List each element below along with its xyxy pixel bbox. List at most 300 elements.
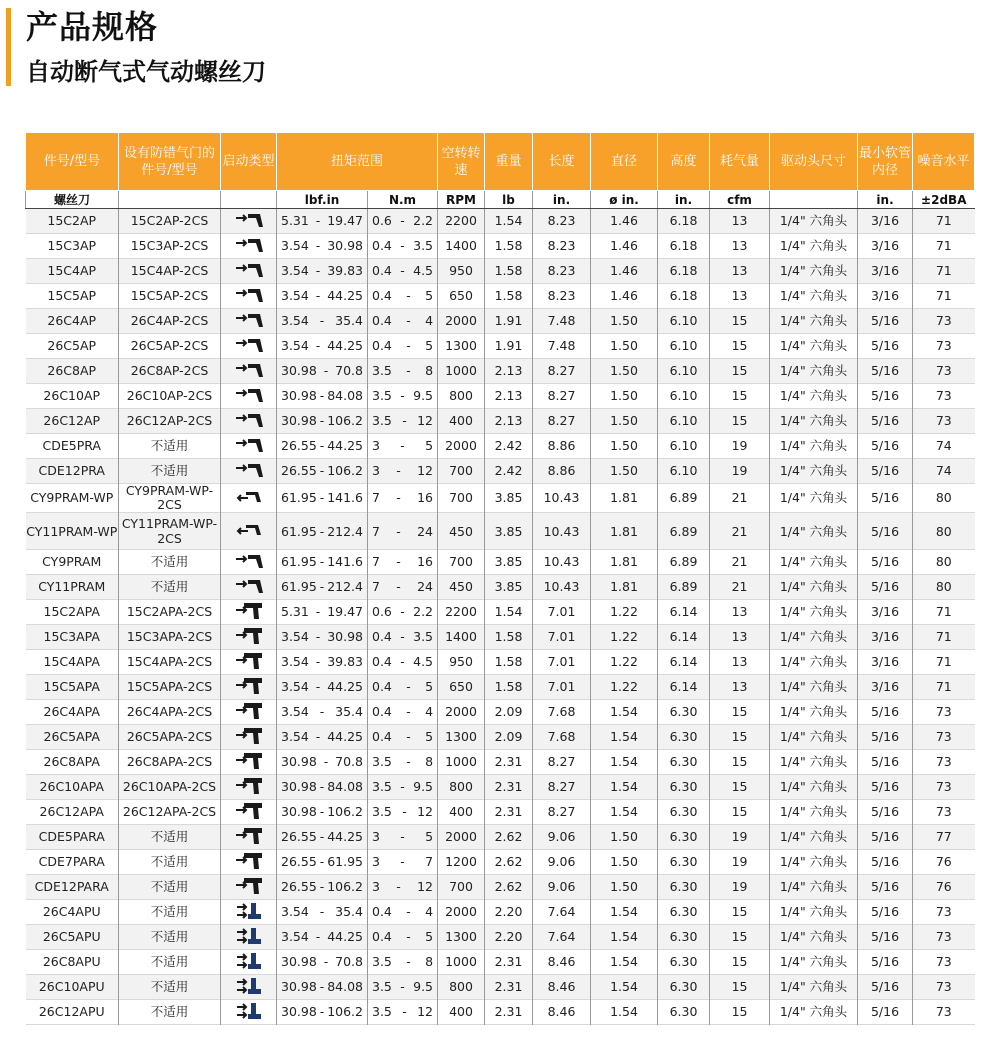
table-row [26,775,975,800]
range-dash: - [319,490,325,505]
range-dash: - [406,338,411,353]
range-dash: - [400,388,405,403]
table-row [26,750,975,775]
range-dash: - [400,829,405,844]
torque-lbfin-min: 3.54 [281,629,309,644]
torque-nm-max: 9.5 [413,979,434,994]
torque-lbfin-max: 141.6 [327,554,363,569]
range-dash: - [315,929,321,944]
hose-id-cell: 3/16 [858,650,913,675]
diameter-cell: 1.50 [591,825,658,850]
range-dash: - [400,238,405,253]
torque-lbfin-max: 19.47 [327,213,363,228]
accent-bar [6,8,11,86]
noise-cell: 73 [913,775,975,800]
torque-lbfin-min: 26.55 [281,829,317,844]
start-type-cell [221,234,277,259]
diameter-cell: 1.50 [591,875,658,900]
header-diameter: 直径 [591,133,658,191]
torque-lbfin-min: 3.54 [281,729,309,744]
torque-lbfin-cell [277,209,368,234]
range-dash: - [400,213,405,228]
drive-size-cell: 1/4" 六角头 [770,434,858,459]
cfm-cell: 13 [710,675,770,700]
torque-lbfin-max: 106.2 [327,1004,363,1019]
hose-id-cell: 5/16 [858,575,913,600]
weight-cell: 2.13 [485,409,533,434]
start-type-cell [221,513,277,550]
error-proof-model-cell: 15C3APA-2CS [119,625,221,650]
lever-start-icon [234,553,264,572]
noise-cell: 77 [913,825,975,850]
weight-cell: 2.62 [485,825,533,850]
noise-cell: 73 [913,975,975,1000]
start-type-cell [221,925,277,950]
height-cell: 6.14 [658,650,710,675]
range-dash: - [396,523,401,539]
torque-nm-min: 3.5 [372,1004,392,1019]
cfm-cell: 13 [710,650,770,675]
torque-lbfin-max: 44.25 [327,729,363,744]
rpm-cell: 2200 [438,209,485,234]
torque-lbfin-cell [277,575,368,600]
cfm-cell: 13 [710,209,770,234]
length-cell: 8.27 [533,384,591,409]
drive-size-cell: 1/4" 六角头 [770,334,858,359]
error-proof-model-cell: CY11PRAM-WP-2CS [119,513,221,550]
noise-cell: 71 [913,209,975,234]
start-type-cell [221,284,277,309]
drive-size-cell: 1/4" 六角头 [770,650,858,675]
torque-nm-max: 4 [425,313,434,328]
weight-cell: 2.31 [485,975,533,1000]
length-cell: 8.23 [533,234,591,259]
torque-nm-cell [368,209,438,234]
range-dash: - [315,629,321,644]
diameter-cell: 1.50 [591,459,658,484]
torque-lbfin-min: 3.54 [281,313,309,328]
torque-nm-min: 3.5 [372,804,392,819]
height-cell: 6.18 [658,259,710,284]
error-proof-model-cell: 不适用 [119,1000,221,1025]
length-cell: 7.01 [533,625,591,650]
torque-lbfin-cell [277,459,368,484]
start-type-cell [221,850,277,875]
table-row [26,925,975,950]
torque-nm-min: 7 [372,579,380,594]
length-cell: 7.01 [533,600,591,625]
torque-nm-cell [368,900,438,925]
length-cell: 8.23 [533,259,591,284]
start-type-cell [221,550,277,575]
torque-nm-max: 5 [425,288,434,303]
range-dash: - [315,288,321,303]
range-dash: - [406,704,411,719]
start-type-cell [221,625,277,650]
hose-id-cell: 3/16 [858,234,913,259]
model-cell: CY11PRAM [26,575,119,600]
model-cell: 15C4APA [43,654,100,669]
noise-cell: 80 [913,550,975,575]
torque-nm-cell [368,309,438,334]
noise-cell: 71 [913,650,975,675]
torque-nm-cell [368,284,438,309]
height-cell: 6.14 [658,675,710,700]
torque-nm-max: 9.5 [413,779,434,794]
torque-nm-min: 0.4 [372,654,392,669]
error-proof-model-cell: 26C5AP-2CS [119,334,221,359]
cfm-cell: 13 [710,284,770,309]
weight-cell: 1.91 [485,309,533,334]
torque-nm-cell [368,775,438,800]
error-proof-model-cell: 26C4AP-2CS [119,309,221,334]
noise-cell: 71 [913,234,975,259]
cfm-cell: 15 [710,950,770,975]
torque-lbfin-min: 30.98 [281,754,317,769]
torque-lbfin-min: 26.55 [281,463,317,478]
torque-lbfin-max: 44.25 [327,679,363,694]
length-cell: 7.01 [533,650,591,675]
torque-nm-cell [368,513,438,550]
hose-id-cell: 5/16 [858,825,913,850]
cfm-cell: 13 [710,600,770,625]
weight-cell: 2.62 [485,875,533,900]
error-proof-model-cell: 不适用 [119,550,221,575]
error-proof-model-cell: 26C8APA-2CS [119,750,221,775]
torque-lbfin-max: 35.4 [335,313,363,328]
drive-size-cell: 1/4" 六角头 [770,384,858,409]
torque-nm-max: 5 [425,829,434,844]
length-cell: 9.06 [533,850,591,875]
hose-id-cell: 5/16 [858,513,913,550]
lever-start-icon [234,212,264,231]
weight-cell: 2.42 [485,434,533,459]
hose-id-cell: 5/16 [858,309,913,334]
noise-cell: 73 [913,900,975,925]
error-proof-model-cell: 26C12APA-2CS [119,800,221,825]
range-dash: - [406,313,411,328]
torque-nm-min: 0.4 [372,238,392,253]
error-proof-model-cell: 不适用 [119,434,221,459]
diameter-cell: 1.22 [591,675,658,700]
torque-lbfin-min: 3.54 [281,704,309,719]
range-dash: - [319,979,325,994]
range-dash: - [315,679,321,694]
torque-nm-max: 5 [425,679,434,694]
weight-cell: 2.31 [485,1000,533,1025]
torque-nm-min: 3 [372,463,380,478]
torque-lbfin-cell [277,384,368,409]
torque-nm-cell [368,234,438,259]
torque-lbfin-max: 44.25 [327,338,363,353]
start-type-cell [221,1000,277,1025]
model-cell: 26C8APA [43,754,100,769]
length-cell: 9.06 [533,825,591,850]
torque-lbfin-cell [277,850,368,875]
table-row [26,875,975,900]
cfm-cell: 15 [710,900,770,925]
lever-start-icon [234,462,264,481]
weight-cell: 1.58 [485,259,533,284]
range-dash: - [400,263,405,278]
header-weight: 重量 [485,133,533,191]
lever-reverse-icon [234,522,264,541]
cfm-cell: 19 [710,825,770,850]
height-cell: 6.18 [658,284,710,309]
torque-lbfin-min: 3.54 [281,263,309,278]
lever-start-icon [234,362,264,381]
diameter-cell: 1.54 [591,750,658,775]
noise-cell: 71 [913,675,975,700]
hose-id-cell: 5/16 [858,409,913,434]
height-cell: 6.30 [658,825,710,850]
range-dash: - [396,463,401,478]
lever-start-icon [234,337,264,356]
range-dash: - [319,313,325,328]
range-dash: - [406,729,411,744]
torque-lbfin-cell [277,700,368,725]
range-dash: - [319,804,325,819]
torque-nm-min: 3 [372,854,380,869]
torque-lbfin-max: 44.25 [327,288,363,303]
rpm-cell: 400 [438,1000,485,1025]
torque-lbfin-cell [277,975,368,1000]
torque-nm-cell [368,334,438,359]
start-type-cell [221,675,277,700]
unit-in: in. [858,191,913,209]
diameter-cell: 1.50 [591,384,658,409]
length-cell: 8.86 [533,434,591,459]
torque-nm-max: 24 [417,523,433,539]
error-proof-model-cell: 15C2AP-2CS [119,209,221,234]
range-dash: - [323,754,329,769]
height-cell: 6.89 [658,484,710,513]
diameter-cell: 1.22 [591,600,658,625]
drive-size-cell: 1/4" 六角头 [770,484,858,513]
rpm-cell: 950 [438,259,485,284]
range-dash: - [319,1004,325,1019]
noise-cell: 73 [913,700,975,725]
cfm-cell: 15 [710,750,770,775]
noise-cell: 74 [913,434,975,459]
model-cell: CDE12PRA [26,459,119,484]
torque-nm-min: 3.5 [372,413,392,428]
range-dash: - [319,579,325,594]
start-type-cell [221,900,277,925]
diameter-cell: 1.54 [591,1000,658,1025]
drive-size-cell: 1/4" 六角头 [770,825,858,850]
torque-nm-min: 3.5 [372,954,392,969]
table-row [26,675,975,700]
push-start-icon [234,927,264,948]
torque-lbfin-min: 30.98 [281,1004,317,1019]
weight-cell: 1.54 [485,600,533,625]
torque-lbfin-cell [277,434,368,459]
drive-size-cell: 1/4" 六角头 [770,950,858,975]
height-cell: 6.89 [658,550,710,575]
torque-lbfin-max: 44.25 [327,829,363,844]
noise-cell: 80 [913,513,975,550]
torque-lbfin-min: 5.31 [281,213,309,228]
header-model: 件号/型号 [26,133,119,191]
torque-nm-min: 0.4 [372,313,392,328]
model-cell: 26C10AP [43,388,101,403]
torque-lbfin-max: 44.25 [327,929,363,944]
header-start-type: 启动类型 [221,133,277,191]
error-proof-model-cell: 15C4AP-2CS [119,259,221,284]
torque-lbfin-cell [277,750,368,775]
units-row [26,191,975,209]
cfm-cell: 19 [710,459,770,484]
error-proof-model-cell: 26C10AP-2CS [119,384,221,409]
diameter-cell: 1.54 [591,975,658,1000]
torque-lbfin-cell [277,775,368,800]
error-proof-model-cell: 26C10APA-2CS [119,775,221,800]
torque-nm-cell [368,434,438,459]
torque-lbfin-cell [277,409,368,434]
torque-nm-min: 0.4 [372,729,392,744]
push-start-icon [234,1002,264,1023]
torque-lbfin-cell [277,800,368,825]
cfm-cell: 15 [710,975,770,1000]
torque-nm-max: 12 [417,879,433,894]
torque-lbfin-max: 141.6 [327,490,363,505]
drive-size-cell: 1/4" 六角头 [770,1000,858,1025]
torque-lbfin-max: 30.98 [327,629,363,644]
error-proof-model-cell: 不适用 [119,825,221,850]
table-row [26,484,975,513]
diameter-cell: 1.81 [591,575,658,600]
height-cell: 6.89 [658,575,710,600]
unit-in: in. [658,191,710,209]
start-type-cell [221,775,277,800]
cfm-cell: 21 [710,575,770,600]
torque-lbfin-max: 70.8 [335,363,363,378]
length-cell: 10.43 [533,513,591,550]
model-cell: 26C12APU [38,1004,105,1019]
length-cell: 8.27 [533,800,591,825]
error-proof-model-cell: 26C4APA-2CS [119,700,221,725]
start-type-cell [221,359,277,384]
rpm-cell: 2000 [438,434,485,459]
range-dash: - [315,729,321,744]
pistol-trigger-icon [234,852,264,873]
diameter-cell: 1.22 [591,625,658,650]
torque-nm-cell [368,700,438,725]
error-proof-model-cell: 不适用 [119,975,221,1000]
torque-nm-max: 12 [417,463,433,478]
torque-lbfin-min: 30.98 [281,954,317,969]
weight-cell: 1.58 [485,625,533,650]
model-cell: 15C2AP [26,209,119,234]
range-dash: - [400,604,405,619]
push-start-icon [234,902,264,923]
table-row [26,575,975,600]
torque-lbfin-cell [277,650,368,675]
drive-size-cell: 1/4" 六角头 [770,209,858,234]
torque-nm-max: 7 [425,854,434,869]
table-row [26,700,975,725]
torque-lbfin-max: 212.4 [327,523,363,539]
torque-nm-max: 16 [417,490,433,505]
hose-id-cell: 5/16 [858,434,913,459]
error-proof-model-cell: 15C4APA-2CS [119,650,221,675]
weight-cell: 2.31 [485,800,533,825]
header-torque-range: 扭矩范围 [277,133,438,191]
torque-nm-max: 8 [425,954,434,969]
torque-lbfin-min: 26.55 [281,879,317,894]
pistol-trigger-icon [234,727,264,748]
torque-lbfin-max: 61.95 [327,854,363,869]
header-height: 高度 [658,133,710,191]
pistol-trigger-icon [234,677,264,698]
length-cell: 7.68 [533,725,591,750]
noise-cell: 80 [913,575,975,600]
hose-id-cell: 5/16 [858,334,913,359]
torque-nm-cell [368,484,438,513]
model-cell: 26C5APU [26,925,119,950]
torque-nm-cell [368,384,438,409]
error-proof-model-cell: 不适用 [119,850,221,875]
cfm-cell: 15 [710,700,770,725]
length-cell: 8.27 [533,409,591,434]
torque-lbfin-cell [277,513,368,550]
range-dash: - [406,288,411,303]
model-cell: 15C3APA [26,625,119,650]
pistol-trigger-icon [234,877,264,898]
hose-id-cell: 3/16 [858,675,913,700]
lever-start-icon [234,262,264,281]
table-row [26,850,975,875]
torque-lbfin-cell [277,675,368,700]
torque-lbfin-cell [277,950,368,975]
noise-cell: 73 [913,359,975,384]
torque-nm-min: 0.6 [372,213,392,228]
torque-nm-cell [368,650,438,675]
diameter-cell: 1.54 [591,775,658,800]
height-cell: 6.10 [658,309,710,334]
lever-start-icon [234,437,264,456]
torque-nm-min: 3.5 [372,754,392,769]
hose-id-cell: 5/16 [858,484,913,513]
drive-size-cell: 1/4" 六角头 [770,284,858,309]
torque-nm-cell [368,725,438,750]
cfm-cell: 21 [710,484,770,513]
header-noise: 噪音水平 [913,133,975,191]
rpm-cell: 2000 [438,700,485,725]
length-cell: 9.06 [533,875,591,900]
error-proof-model-cell: 15C2APA-2CS [119,600,221,625]
range-dash: - [400,779,405,794]
torque-nm-max: 5 [425,438,434,453]
model-cell: 26C12APA [39,804,104,819]
noise-cell: 73 [913,800,975,825]
drive-size-cell: 1/4" 六角头 [770,625,858,650]
height-cell: 6.10 [658,384,710,409]
torque-nm-cell [368,1000,438,1025]
range-dash: - [319,704,325,719]
error-proof-model-cell: 15C5APA-2CS [119,675,221,700]
length-cell: 7.68 [533,700,591,725]
lever-start-icon [234,237,264,256]
range-dash: - [396,490,401,505]
torque-lbfin-cell [277,259,368,284]
rpm-cell: 450 [438,513,485,550]
page-title: 产品规格 [26,8,159,46]
torque-nm-min: 0.4 [372,679,392,694]
diameter-cell: 1.81 [591,550,658,575]
range-dash: - [319,879,325,894]
